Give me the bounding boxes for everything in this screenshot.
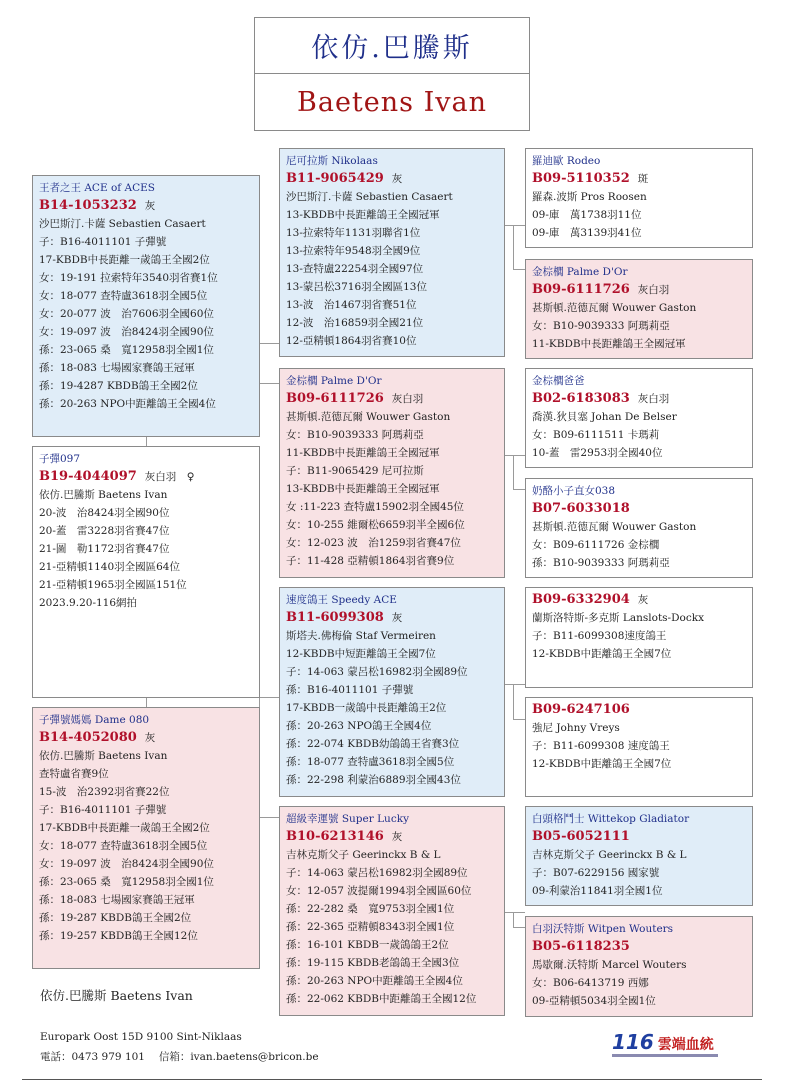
pedigree-line: 17-KBDB一歲鴿中長距離鴿王2位: [286, 702, 447, 714]
ring-row: [286, 170, 498, 188]
pedigree-line: 沙巴斯汀.卡薩 Sebastien Casaert: [286, 191, 453, 203]
card-dam-sire: [279, 587, 505, 797]
pedigree-line: 12-KBDB中距離鴿王全國7位: [532, 648, 672, 660]
connector-dam-dd-h: [259, 817, 280, 818]
connector-sd-sdd-h: [513, 489, 525, 490]
pedigree-line: 孫：20-263 NPO鴿王全國4位: [286, 720, 432, 732]
connector-sire-ss: [259, 343, 280, 344]
pedigree-line: 喬漢.狄貝塞 Johan De Belser: [532, 411, 677, 423]
color-sex: 灰: [391, 831, 403, 843]
pedigree-line: 蘭斯洛特斯-多克斯 Lanslots-Dockx: [532, 612, 705, 624]
pedigree-line: 孫：18-083 七場國家賽鴿王冠軍: [39, 362, 195, 374]
ring-number: B09-6111726: [286, 391, 384, 406]
connector-ds-dsd-h: [513, 719, 525, 720]
pedigree-line: 羅森.波斯 Pros Roosen: [532, 191, 647, 203]
pedigree-line: 女：B10-9039333 阿瑪莉亞: [286, 429, 424, 441]
pedigree-line: 沙巴斯汀.卡薩 Sebastien Casaert: [39, 218, 206, 230]
pedigree-line: 孫：19-257 KBDB鴿王全國12位: [39, 930, 198, 942]
card-dam-sire-sire: [525, 587, 753, 688]
pedigree-line: 吉林克斯父子 Geerinckx B & L: [532, 849, 687, 861]
card-sire-dam-sire: [525, 368, 753, 468]
pedigree-line: 子：B16-4011101 子彈號: [39, 804, 167, 816]
ring-row: [39, 197, 253, 215]
title-chinese: 依仿.巴騰斯: [254, 17, 530, 74]
pedigree-line: 女 :11-223 查特盧15902羽全國45位: [286, 501, 464, 513]
site-logo: [612, 1030, 714, 1054]
pedigree-line: 13-查特盧22254羽全國97位: [286, 263, 424, 275]
pedigree-line: 20-波 治8424羽全國90位: [39, 507, 170, 519]
pedigree-line: 13-拉索特年9548羽全國9位: [286, 245, 421, 257]
connector-dam-ds: [259, 697, 280, 698]
pedigree-line: 12-KBDB中短距離鴿王全國7位: [286, 648, 436, 660]
pigeon-name: 王者之王 ACE of ACES: [39, 182, 155, 194]
pedigree-line: 17-KBDB中長距離一歲鴿王全國2位: [39, 254, 210, 266]
pedigree-line: 09-庫 萬1738羽11位: [532, 209, 642, 221]
card-sire: [32, 175, 260, 437]
pedigree-line: 11-KBDB中長距離鴿王全國冠軍: [532, 338, 686, 350]
ring-row: [286, 609, 498, 627]
pedigree-line: 13-波 治1467羽省賽51位: [286, 299, 417, 311]
pedigree-line: 21-亞精頓1965羽全國區151位: [39, 579, 187, 591]
color-sex: 灰白羽: [637, 284, 670, 296]
pigeon-name: 子彈097: [39, 453, 81, 465]
pigeon-name: 速度鴿王 Speedy ACE: [286, 594, 397, 606]
ring-number: B05-6052111: [532, 829, 630, 844]
pedigree-line: 13-拉索特年1131羽聯省1位: [286, 227, 421, 239]
card-dam-dam: [279, 806, 505, 1016]
ring-number: B19-4044097: [39, 469, 137, 484]
connector-ss-sss: [505, 225, 525, 226]
ring-number: B11-6099308: [286, 610, 384, 625]
pedigree-line: 子：14-063 蒙呂松16982羽全國89位: [286, 867, 468, 879]
pedigree-line: 孫：22-282 桑 寬9753羽全國1位: [286, 903, 455, 915]
pedigree-line: 女：12-023 波 治1259羽省賽47位: [286, 537, 461, 549]
card-dam-dam-sire: [525, 806, 753, 906]
logo-underline: [612, 1054, 718, 1057]
pedigree-line: 孫：18-077 查特盧3618羽全國5位: [286, 756, 455, 768]
pedigree-line: 依仿.巴騰斯 Baetens Ivan: [39, 489, 168, 501]
pedigree-line: 孫：22-365 亞精頓8343羽全國1位: [286, 921, 455, 933]
pedigree-line: 孫：18-083 七場國家賽鴿王冠軍: [39, 894, 195, 906]
pedigree-line: 女：19-097 波 治8424羽全國90位: [39, 326, 214, 338]
pedigree-line: 13-KBDB中長距離鴿王全國冠軍: [286, 209, 440, 221]
card-dam-sire-dam: [525, 697, 753, 797]
color-sex: 灰: [637, 594, 649, 606]
pedigree-line: 12-波 治16859羽全國21位: [286, 317, 424, 329]
ring-row: [532, 938, 746, 956]
ring-row: [286, 390, 498, 408]
pedigree-line: 孫：19-4287 KBDB鴿王全國2位: [39, 380, 198, 392]
color-sex: 灰: [144, 200, 156, 212]
pedigree-line: 斯塔夫.佛梅倫 Staf Vermeiren: [286, 630, 436, 642]
pedigree-line: 孫：20-263 NPO中距離鴿王全國4位: [39, 398, 216, 410]
ring-number: B09-6332904: [532, 592, 630, 607]
pedigree-line: 孫：20-263 NPO中距離鴿王全國4位: [286, 975, 463, 987]
color-sex: 斑: [637, 173, 649, 185]
color-sex: 灰白羽: [391, 393, 424, 405]
pigeon-name: 超級幸運號 Super Lucky: [286, 813, 409, 825]
pigeon-name: 白頭格鬥士 Wittekop Gladiator: [532, 813, 690, 825]
ring-row: [532, 701, 746, 719]
card-sire-sire-dam: [525, 259, 753, 359]
pedigree-line: 甚斯頓.范德瓦爾 Wouwer Gaston: [532, 521, 697, 533]
pedigree-line: 查特盧省賽9位: [39, 768, 109, 780]
pedigree-line: 女：18-077 查特盧3618羽全國5位: [39, 840, 208, 852]
pigeon-name: 尼可拉斯 Nikolaas: [286, 155, 378, 167]
ring-row: [532, 500, 746, 518]
pedigree-line: 17-KBDB中長距離一歲鴿王全國2位: [39, 822, 210, 834]
pedigree-line: 女：19-191 拉索特年3540羽省賽1位: [39, 272, 218, 284]
pedigree-line: 孫：22-062 KBDB中距離鴿王全國12位: [286, 993, 477, 1005]
pedigree-line: 子：B11-9065429 尼可拉斯: [286, 465, 424, 477]
title-english: Baetens Ivan: [254, 73, 530, 131]
pedigree-line: 13-蒙呂松3716羽全國區13位: [286, 281, 427, 293]
pedigree-line: 21-亞精頓1140羽全國區64位: [39, 561, 180, 573]
pedigree-line: 21-圖 勒1172羽省賽47位: [39, 543, 170, 555]
pedigree-line: 女：B06-6413719 西娜: [532, 977, 649, 989]
ring-number: B07-6033018: [532, 501, 630, 516]
pedigree-line: 女：B09-6111726 金棕櫚: [532, 539, 660, 551]
contact-info: 電話：0473 979 101 信箱：ivan.baetens@bricon.be: [40, 1051, 319, 1063]
ring-number: B10-6213146: [286, 829, 384, 844]
color-sex: 灰白羽: [637, 393, 670, 405]
bottom-divider: [22, 1079, 762, 1080]
pedigree-line: 女：19-097 波 治8424羽全國90位: [39, 858, 214, 870]
connector-dd-ddd-h: [513, 927, 525, 928]
pedigree-line: 子：B11-6099308速度鴿王: [532, 630, 667, 642]
pedigree-line: 孫：23-065 桑 寬12958羽全國1位: [39, 876, 214, 888]
connector-ss-ssd-h: [513, 269, 525, 270]
address: Europark Oost 15D 9100 Sint-Niklaas: [40, 1031, 242, 1043]
connector-sd-sds: [505, 455, 525, 456]
pedigree-line: 子：11-428 亞精頓1864羽省賽9位: [286, 555, 455, 567]
card-dam-dam-dam: [525, 916, 753, 1017]
ring-row: [532, 170, 746, 188]
pedigree-line: 20-蓋 雷3228羽省賽47位: [39, 525, 170, 537]
color-sex: 灰: [144, 732, 156, 744]
card-sire-sire-sire: [525, 148, 753, 248]
card-sire-dam-dam: [525, 478, 753, 578]
logo-text: 雲端血統: [657, 1037, 714, 1053]
pigeon-name: 金棕櫚 Palme D'Or: [532, 266, 628, 278]
card-subject: [32, 446, 260, 698]
pedigree-line: 甚斯頓.范德瓦爾 Wouwer Gaston: [286, 411, 451, 423]
pedigree-line: 孫：B16-4011101 子彈號: [286, 684, 414, 696]
pedigree-line: 子：14-063 蒙呂松16982羽全國89位: [286, 666, 468, 678]
pedigree-line: 09-庫 萬3139羽41位: [532, 227, 642, 239]
pedigree-line: 強尼 Johny Vreys: [532, 722, 620, 734]
pigeon-name: 子彈號媽媽 Dame 080: [39, 714, 150, 726]
pedigree-line: 09-利蒙治11841羽全國1位: [532, 885, 663, 897]
color-sex: 灰: [391, 612, 403, 624]
pedigree-line: 12-亞精頓1864羽省賽10位: [286, 335, 417, 347]
pedigree-line: 孫：23-065 桑 寬12958羽全國1位: [39, 344, 214, 356]
pedigree-line: 09-亞精頓5034羽全國1位: [532, 995, 656, 1007]
ring-row: [532, 828, 746, 846]
pedigree-line: 孫：19-287 KBDB鴿王全國2位: [39, 912, 192, 924]
ring-number: B09-5110352: [532, 171, 630, 186]
pigeon-name: 金棕櫚 Palme D'Or: [286, 375, 382, 387]
ring-number: B14-4052080: [39, 730, 137, 745]
pedigree-line: 12-KBDB中距離鴿王全國7位: [532, 758, 672, 770]
pigeon-name: 奶酪小子直女038: [532, 485, 616, 497]
color-sex: 灰白羽 ♀: [144, 471, 195, 483]
pedigree-line: 依仿.巴騰斯 Baetens Ivan: [39, 750, 168, 762]
ring-row: [532, 591, 746, 609]
ring-row: [39, 468, 253, 486]
connector-sd-sdd: [513, 455, 514, 489]
pedigree-line: 女：10-255 維爾松6659羽半全國6位: [286, 519, 465, 531]
pedigree-line: 孫：22-298 利蒙治6889羽全國43位: [286, 774, 461, 786]
pedigree-line: 15-波 治2392羽省賽22位: [39, 786, 170, 798]
card-sire-dam: [279, 368, 505, 578]
connector-ss-ssd: [513, 225, 514, 269]
pedigree-line: 女：20-077 波 治7606羽全國60位: [39, 308, 214, 320]
owner-name: 依仿.巴騰斯 Baetens Ivan: [40, 988, 193, 1003]
pedigree-line: 子：B07-6229156 國家號: [532, 867, 660, 879]
pigeon-name: 金棕櫚爸爸: [532, 375, 585, 387]
pedigree-line: 10-蓋 雷2953羽全國40位: [532, 447, 663, 459]
pedigree-line: 子：B16-4011101 子彈號: [39, 236, 167, 248]
ring-number: B14-1053232: [39, 198, 137, 213]
ring-row: [39, 729, 253, 747]
pedigree-line: 13-KBDB中長距離鴿王全國冠軍: [286, 483, 440, 495]
ring-row: [286, 828, 498, 846]
ring-number: B11-9065429: [286, 171, 384, 186]
pigeon-name: 羅迪歐 Rodeo: [532, 155, 601, 167]
connector-ds-dss: [505, 684, 525, 685]
pedigree-line: 女：18-077 查特盧3618羽全國5位: [39, 290, 208, 302]
pedigree-line: 孫：B10-9039333 阿瑪莉亞: [532, 557, 670, 569]
ring-row: [532, 390, 746, 408]
connector-subject-dam: [146, 697, 147, 707]
pedigree-line: 2023.9.20-116網拍: [39, 597, 138, 609]
pedigree-line: 孫：16-101 KBDB一歲鴿鴿王2位: [286, 939, 449, 951]
ring-row: [532, 281, 746, 299]
card-sire-sire: [279, 148, 505, 357]
ring-number: B05-6118235: [532, 939, 630, 954]
pedigree-line: 女：B09-6111511 卡瑪莉: [532, 429, 660, 441]
pedigree-line: 甚斯頓.范德瓦爾 Wouwer Gaston: [532, 302, 697, 314]
pedigree-line: 吉林克斯父子 Geerinckx B & L: [286, 849, 441, 861]
pedigree-line: 孫：22-074 KBDB幼鴿鴿王省賽3位: [286, 738, 460, 750]
pedigree-line: 女：12-057 波提爾1994羽全國區60位: [286, 885, 472, 897]
connector-ds-dsd: [513, 684, 514, 719]
color-sex: 灰: [391, 173, 403, 185]
connector-subject-sire: [146, 437, 147, 446]
card-dam: [32, 707, 260, 969]
ring-number: B02-6183083: [532, 391, 630, 406]
connector-dd-ddd: [513, 912, 514, 927]
pedigree-line: 孫：19-115 KBDB老鴿鴿王全國3位: [286, 957, 460, 969]
pedigree-line: 女：B10-9039333 阿瑪莉亞: [532, 320, 670, 332]
ring-number: B09-6247106: [532, 702, 630, 717]
logo-number: 116: [612, 1030, 654, 1054]
pedigree-line: 11-KBDB中長距離鴿王全國冠軍: [286, 447, 440, 459]
pigeon-name: 白羽沃特斯 Witpen Wouters: [532, 923, 674, 935]
connector-sire-sd-h: [259, 383, 280, 384]
ring-number: B09-6111726: [532, 282, 630, 297]
pedigree-line: 子：B11-6099308 速度鴿王: [532, 740, 670, 752]
connector-dd-dds: [505, 912, 525, 913]
pedigree-line: 馬歇爾.沃特斯 Marcel Wouters: [532, 959, 687, 971]
